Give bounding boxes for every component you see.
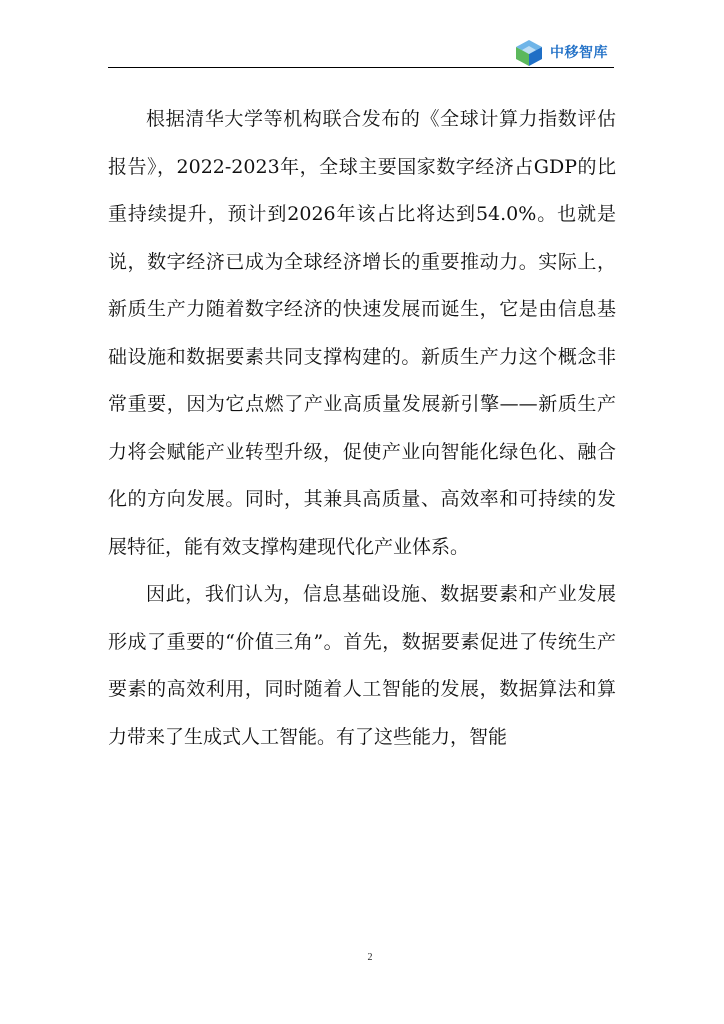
header-logo [512,38,622,68]
header-divider [108,67,614,68]
page-number: 2 [367,952,373,963]
paragraph: 因此，我们认为，信息基础设施、数据要素和产业发展形成了重要的“价值三角”。首先，数据要素促进了传统生产要素的高效利用，同时随着人工智能的发展，数据算法和算力带来了生成式人工智能。有了这些能力，智能 [108,583,616,748]
paragraph: 根据清华大学等机构联合发布的《全球计算力指数评估报告》，2022-2023年，全球主要国家数字经济占GDP的比重持续提升，预计到2026年该占比将达到54.0%。也就是说，数字经济已成为全球经济增长的重要推动力。实际上，新质生产力随着数字经济的快速发展而诞生，它是由信息基础设施和数据要素共同支撑构建的。新质生产力这个概念非常重要，因为它点燃了产业高质量发展新引擎——新质生产力将会赋能产业转型升级，促使产业向智能化绿色化、融合化的方向发展。同时，其兼具高质量、高效率和可持续的发展特征，能有效支撑构建现代化产业体系。 [108,108,616,558]
document-body [108,96,616,761]
cube-logo-icon [512,38,546,68]
logo-text: 中移智库 [550,45,608,61]
